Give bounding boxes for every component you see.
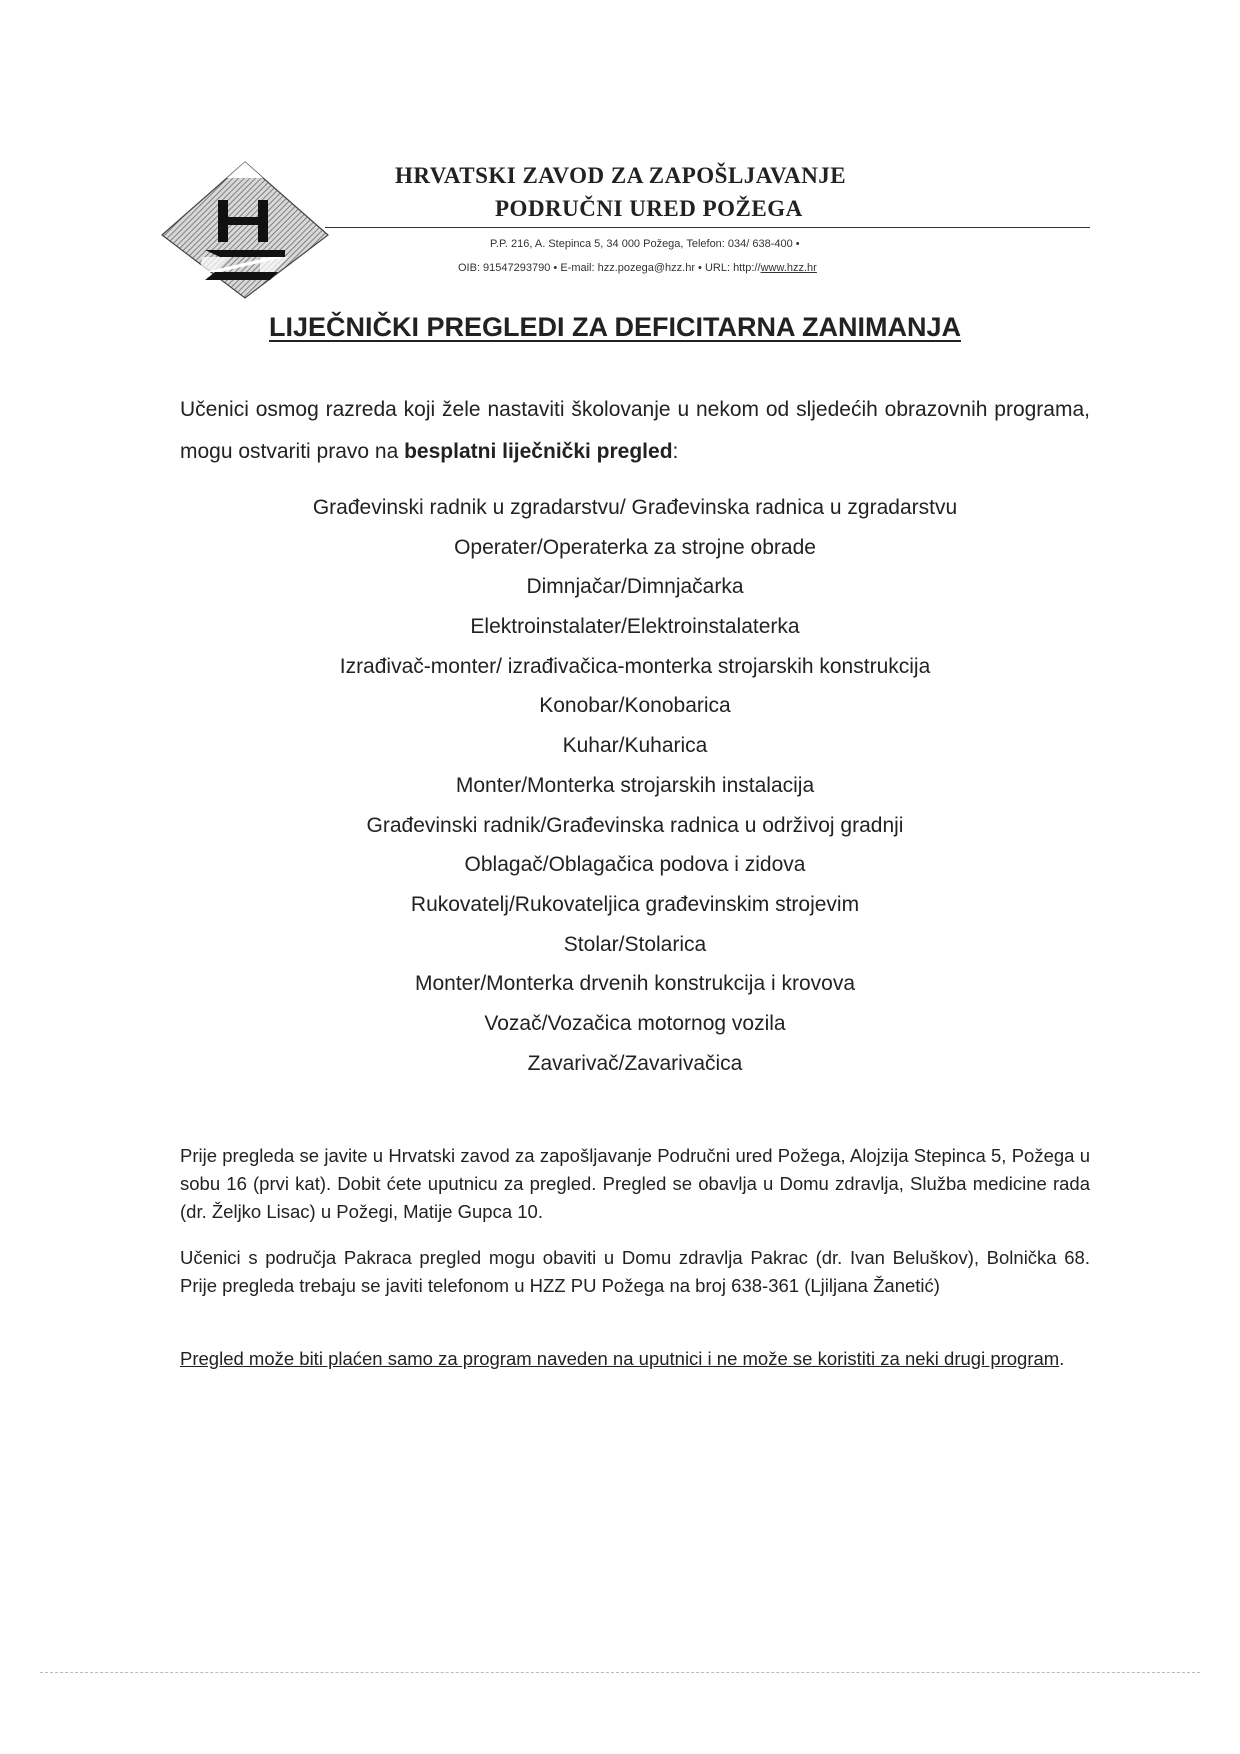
program-item: Elektroinstalater/Elektroinstalaterka xyxy=(470,615,800,639)
payment-note xyxy=(180,1345,1090,1373)
program-list xyxy=(180,488,1090,1083)
program-item: Oblagač/Oblagačica podova i zidova xyxy=(464,853,806,877)
intro-suffix: : xyxy=(672,440,679,463)
contact-address: P.P. 216, A. Stepinca 5, 34 000 Požega, Telefon: 034/ 638-400 • xyxy=(490,238,800,250)
program-item: Dimnjačar/Dimnjačarka xyxy=(526,575,744,599)
org-name: HRVATSKI ZAVOD ZA ZAPOŠLJAVANJE xyxy=(395,163,847,188)
header-divider xyxy=(325,227,1090,228)
program-item: Građevinski radnik/Građevinska radnica u održivoj gradnji xyxy=(366,813,904,837)
document-title: LIJEČNIČKI PREGLEDI ZA DEFICITARNA ZANIMANJA xyxy=(268,312,961,342)
program-item: Monter/Monterka drvenih konstrukcija i krovova xyxy=(414,972,855,996)
website-link[interactable]: www.hzz.hr xyxy=(760,262,817,274)
program-item: Rukovatelj/Rukovateljica građevinskim strojevim xyxy=(410,892,860,916)
office-name: PODRUČNI URED POŽEGA xyxy=(495,196,803,221)
program-item: Zavarivač/Zavarivačica xyxy=(527,1051,743,1075)
program-item: Kuhar/Kuharica xyxy=(562,734,708,758)
program-item: Građevinski radnik u zgradarstvu/ Građevinska radnica u zgradarstvu xyxy=(312,496,958,519)
instructions-paragraph: Prije pregleda se javite u Hrvatski zavod za zapošljavanje Područni ured Požega, Alojzija Stepinca 5, Požega u sobu 16 (prvi kat). Dobit ćete uputnicu za pregled. Pregled se obavlja u Domu zdravlja, Služba medicine rada (dr. Željko Lisac) u Požegi, Matije Gupca 10. xyxy=(180,1145,1090,1222)
program-item: Izrađivač-monter/ izrađivačica-monterka strojarskih konstrukcija xyxy=(339,654,931,678)
program-item: Monter/Monterka strojarskih instalacija xyxy=(455,773,815,797)
program-item: Vozač/Vozačica motornog vozila xyxy=(484,1011,786,1035)
intro-paragraph xyxy=(180,389,1090,473)
bottom-divider xyxy=(40,1672,1200,1673)
program-item: Operater/Operaterka za strojne obrade xyxy=(454,535,816,559)
program-item: Konobar/Konobarica xyxy=(539,694,731,718)
hzz-logo-icon xyxy=(160,160,330,300)
payment-note-suffix: . xyxy=(1059,1348,1065,1369)
pakrac-paragraph: Učenici s područja Pakraca pregled mogu obaviti u Domu zdravlja Pakrac (dr. Ivan Beluškov), Bolnička 68. Prije pregleda trebaju se javiti telefonom u HZZ PU Požega na broj 638-361 (Ljiljana Žanetić) xyxy=(180,1247,1090,1296)
payment-note-text: Pregled može biti plaćen samo za program naveden na uputnici i ne može se koristiti za neki drugi program xyxy=(180,1348,1060,1369)
contact-details-text: OIB: 91547293790 • E-mail: hzz.pozega@hzz.hr • URL: http:// xyxy=(458,262,761,274)
intro-bold: besplatni liječnički pregled xyxy=(404,440,673,463)
intro-text: Učenici osmog razreda koji žele nastaviti školovanje u nekom od sljedećih obrazovnih programa, mogu ostvariti pravo na xyxy=(180,398,1090,463)
contact-details xyxy=(458,262,817,274)
program-item: Stolar/Stolarica xyxy=(563,932,707,956)
